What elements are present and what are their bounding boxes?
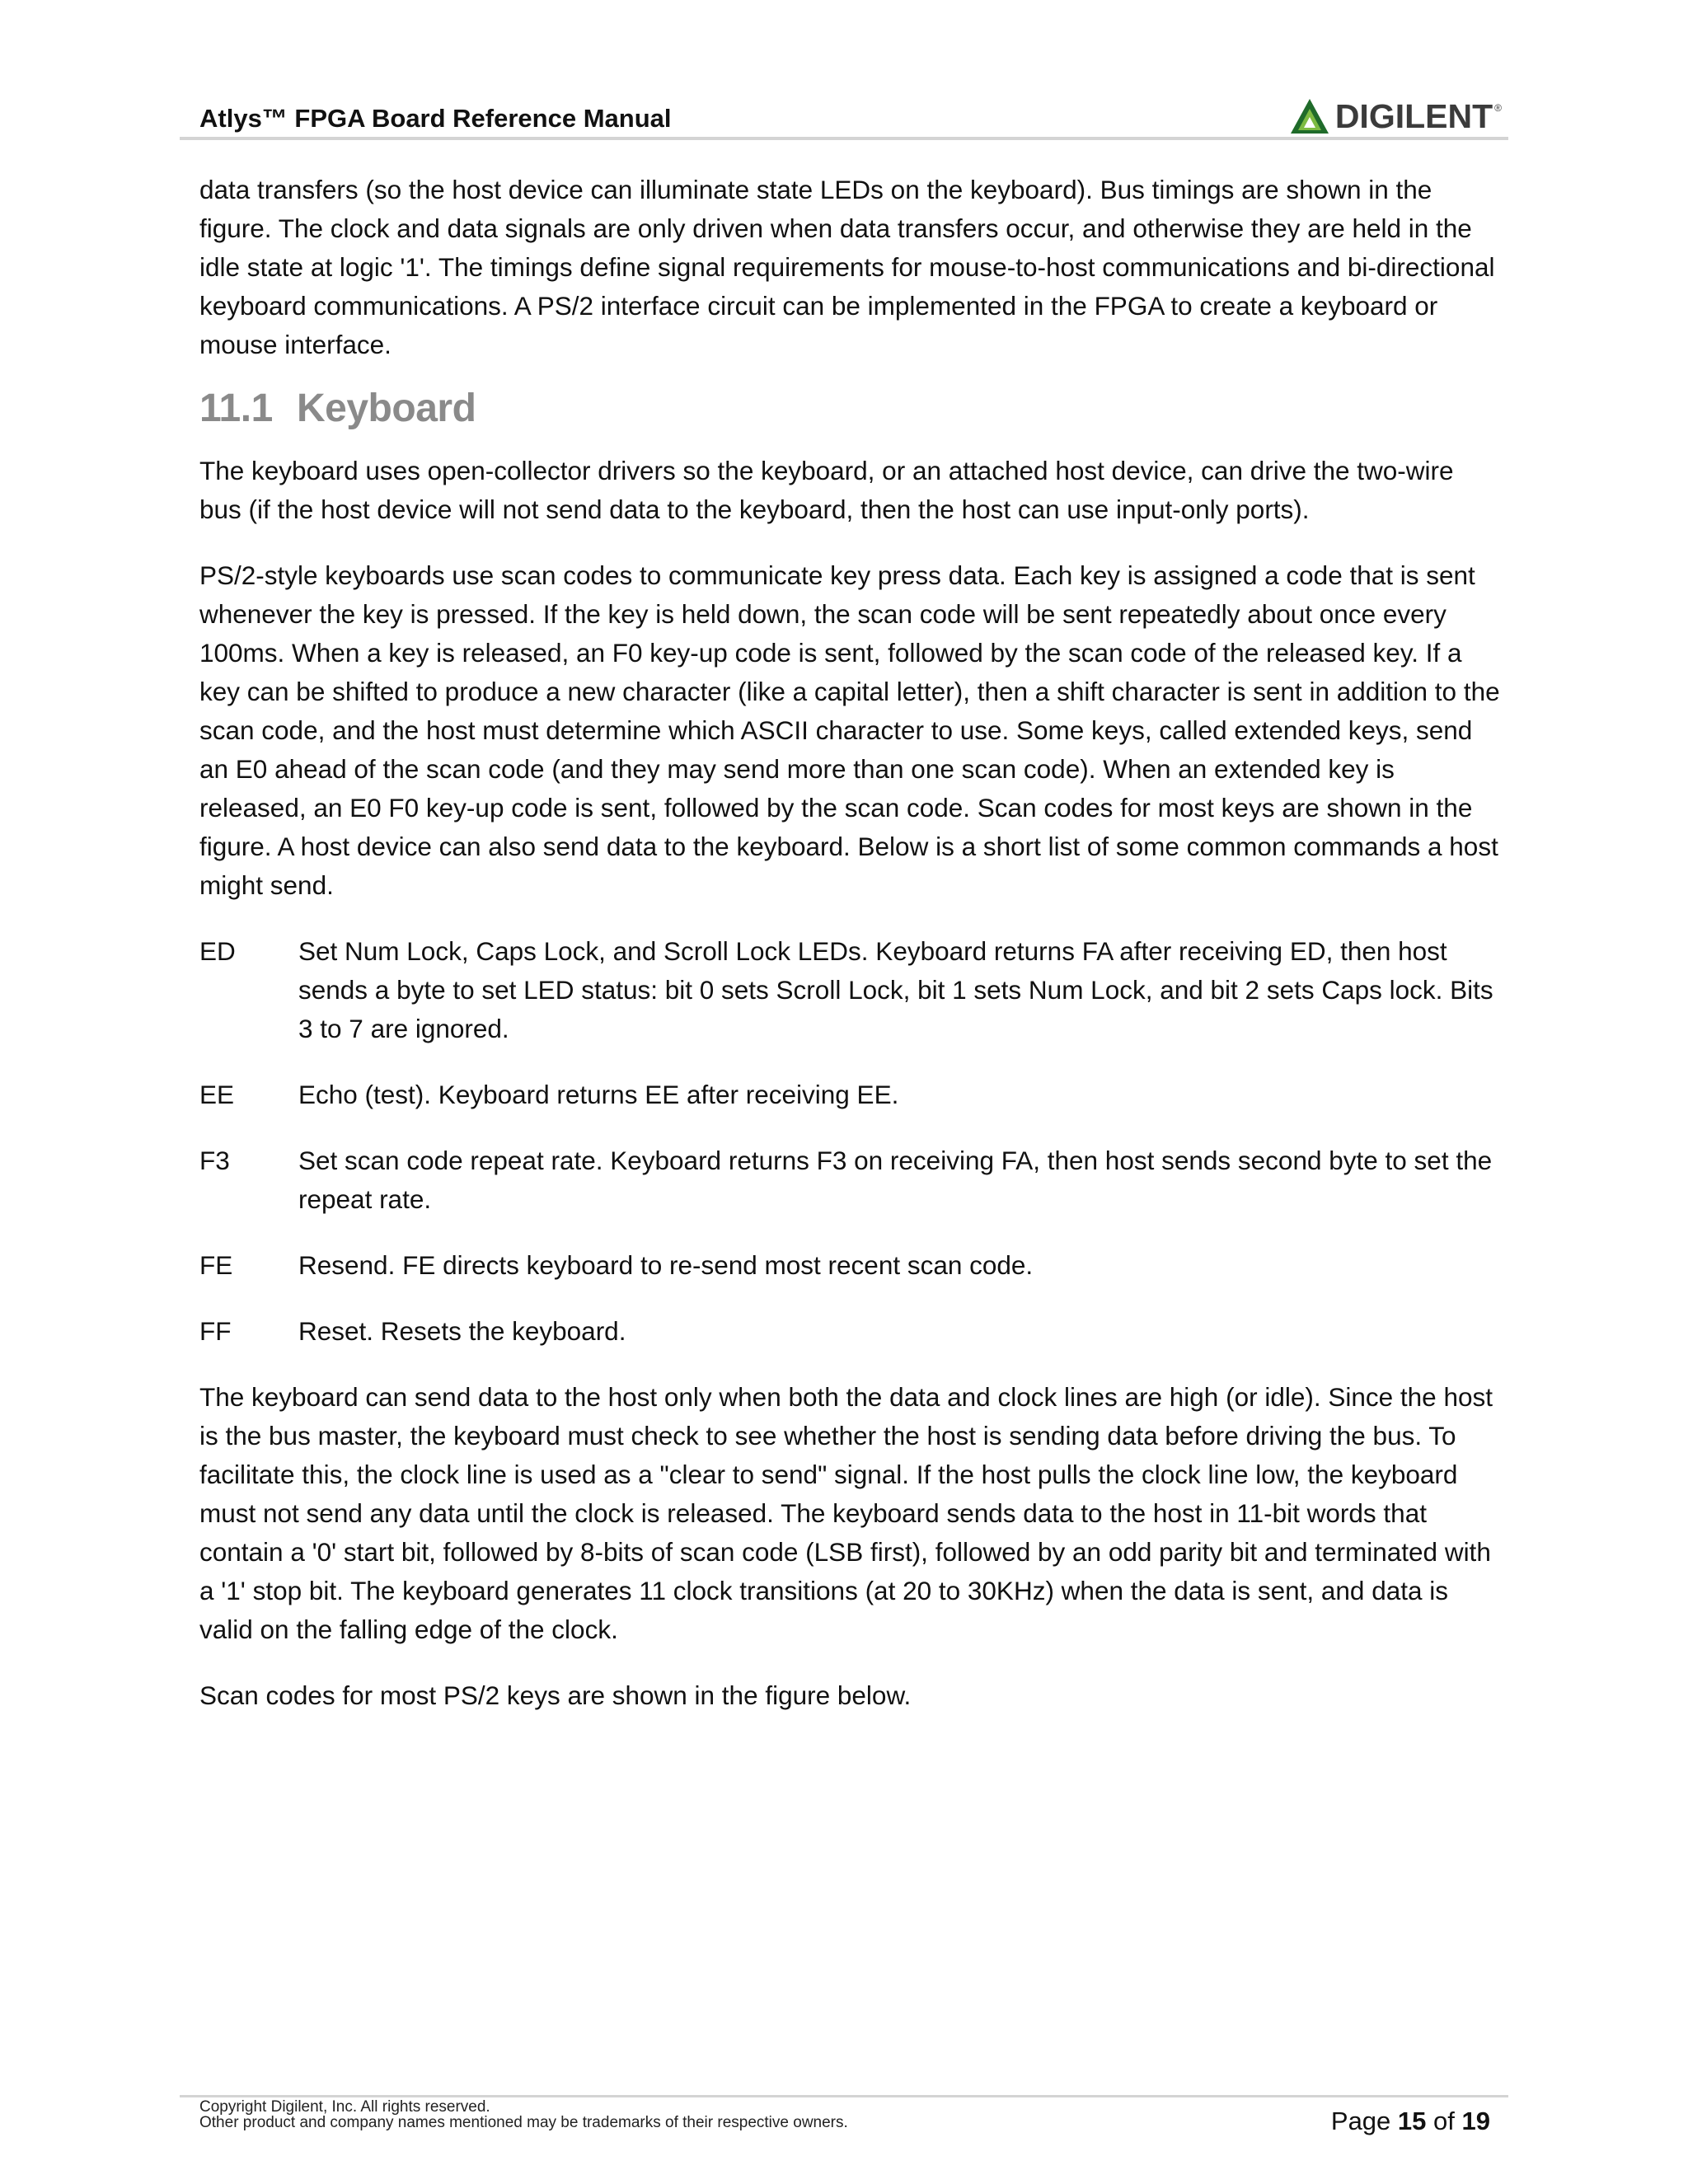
page-total: 19 — [1461, 2107, 1490, 2135]
command-list — [199, 932, 1502, 1351]
paragraph-scan-codes: PS/2-style keyboards use scan codes to communicate key press data. Each key is assigned a code that is sent whenever the key is pressed. If the key is held down, the scan code will be sent repeatedly about once every 100ms. When a key is released, an F0 key-up code is sent, followed by the scan code of the released key. If a key can be shifted to produce a new character (like a capital letter), then a shift character is sent in addition to the scan code, and the host must determine which ASCII character to use. Some keys, called extended keys, send an E0 ahead of the scan code (and they may send more than one scan code). When an extended key is released, an E0 F0 key-up code is sent, followed by the scan code. Scan codes for most keys are shown in the figure. A host device can also send data to the keyboard. Below is a short list of some common commands a host might send. — [199, 560, 1500, 900]
section-number: 11.1 — [199, 387, 273, 430]
logo-registered-mark: ® — [1494, 102, 1502, 114]
page-of-label: of — [1433, 2107, 1455, 2135]
command-description: Resend. FE directs keyboard to re-send most recent scan code. — [298, 1250, 1034, 1280]
command-description: Echo (test). Keyboard returns EE after receiving EE. — [298, 1080, 899, 1109]
command-description: Set Num Lock, Caps Lock, and Scroll Lock LEDs. Keyboard returns FA after receiving ED, then host sends a byte to set LED status: bit 0 sets Scroll Lock, bit 1 sets Num Lock, and bit 2 sets Caps lock. Bits 3 to 7 are ignored. — [298, 936, 1493, 1043]
paragraph-keyboard-send: The keyboard can send data to the host only when both the data and clock lines are high (or idle). Since the host is the bus master, the keyboard must check to see whether the host is sending data before driving the bus. To facilitate this, the clock line is used as a "clear to send" signal. If the host pulls the clock line low, the keyboard must not send any data until the clock is released. The keyboard sends data to the host in 11-bit words that contain a '0' start bit, followed by 8-bits of scan code (LSB first), followed by an odd parity bit and terminated with a '1' stop bit. The keyboard generates 11 clock transitions (at 20 to 30KHz) when the data is sent, and data is valid on the falling edge of the clock. — [199, 1382, 1493, 1644]
intro-paragraph: data transfers (so the host device can illuminate state LEDs on the keyboard). Bus timings are shown in the figure. The clock and data signals are only driven when data transfers occur, and otherwise they are held in the idle state at logic '1'. The timings define signal requirements for mouse-to-host communications and bi-directional keyboard communications. A PS/2 interface circuit can be implemented in the FPGA to create a keyboard or mouse interface. — [199, 175, 1495, 359]
paragraph-figure-reference: Scan codes for most PS/2 keys are shown in the figure below. — [199, 1680, 912, 1710]
section-heading — [199, 384, 1502, 434]
digilent-logo — [1289, 96, 1502, 137]
trademark-notice: Other product and company names mentioned may be trademarks of their respective owners. — [199, 2114, 848, 2131]
command-item — [199, 932, 1502, 1048]
page-header — [180, 94, 1508, 140]
footer-legal — [199, 2099, 848, 2130]
header-divider — [180, 137, 1508, 140]
command-item — [199, 1141, 1502, 1219]
page-content — [199, 171, 1502, 1715]
command-code: EE — [199, 1080, 235, 1109]
logo-wordmark: DIGILENT — [1334, 96, 1493, 135]
footer-divider — [180, 2095, 1508, 2097]
digilent-triangle-icon — [1289, 97, 1330, 135]
command-code: FF — [199, 1316, 232, 1346]
command-description: Set scan code repeat rate. Keyboard returns F3 on receiving FA, then host sends second byte to set the repeat rate. — [298, 1146, 1493, 1214]
page-number — [1331, 2107, 1490, 2136]
command-item — [199, 1312, 1502, 1351]
command-code: FE — [199, 1250, 233, 1280]
command-item — [199, 1246, 1502, 1285]
command-item — [199, 1076, 1502, 1114]
section-title: Keyboard — [297, 387, 476, 430]
document-title: Atlys™ FPGA Board Reference Manual — [199, 104, 672, 133]
command-description: Reset. Resets the keyboard. — [298, 1316, 626, 1346]
paragraph-open-collector: The keyboard uses open-collector drivers so the keyboard, or an attached host device, can drive the two-wire bus (if the host device will not send data to the keyboard, then the host can use input-only ports). — [199, 456, 1454, 524]
command-code: ED — [199, 936, 236, 966]
copyright-notice: Copyright Digilent, Inc. All rights reserved. — [199, 2098, 490, 2116]
page-label: Page — [1330, 2107, 1391, 2135]
page-current: 15 — [1397, 2107, 1427, 2135]
command-code: F3 — [199, 1146, 230, 1175]
